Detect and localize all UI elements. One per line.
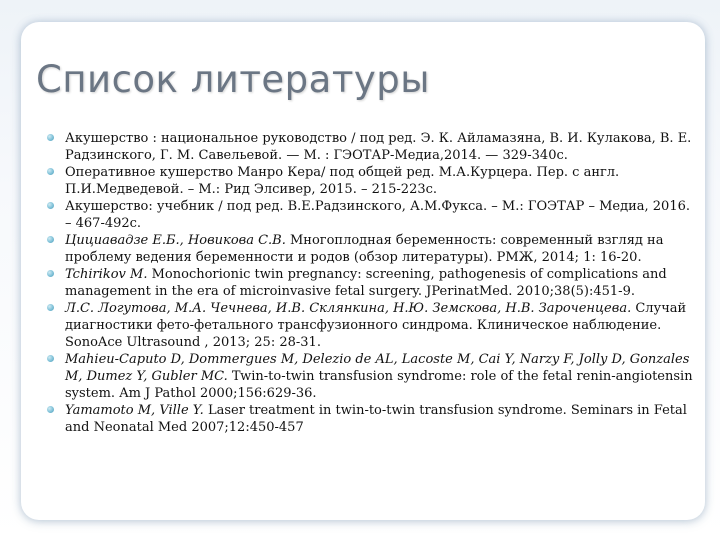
reference-text: Laser treatment in twin-to-twin transfusion syndrome. Seminars in Fetal and Neonatal Med 2007;12:450-457 (65, 403, 687, 435)
reference-item (47, 402, 697, 436)
reference-text: Акушерство : национальное руководство / под ред. Э. К. Айламазяна, В. И. Кулакова, В. Е. Радзинского, Г. М. Савельевой. — М. : ГЭОТАР-Медиа,2014. — 329-340с. (65, 131, 692, 163)
reference-authors: Цициавадзе Е.Б., Новикова С.В. (65, 233, 286, 248)
bullet-icon (47, 134, 54, 141)
bullet-icon (47, 406, 54, 413)
reference-text: Акушерство: учебник / под ред. В.Е.Радзинского, А.М.Фукса. – М.: ГОЭТАР – Медиа, 2016. – 467-492с. (65, 199, 691, 231)
reference-text: Оперативное кушерство Манро Кера/ под общей ред. М.А.Курцера. Пер. с англ. П.И.Медведевой. – М.: Рид Элсивер, 2015. – 215-223с. (65, 165, 620, 197)
page-title: Список литературы (36, 58, 430, 101)
reference-item (47, 164, 697, 198)
reference-authors: Tchirikov M. (65, 267, 148, 282)
reference-item (47, 351, 697, 402)
bullet-icon (47, 270, 54, 277)
reference-item (47, 300, 697, 351)
reference-authors: Mahieu-Caputo D, Dommergues M, Delezio de AL, Lacoste M, Cai Y, Narzy F, Jolly D, Gonzales M, Dumez Y, Gubler MC. (65, 352, 690, 384)
reference-text: Monochorionic twin pregnancy: screening, pathogenesis of complications and management in the era of microinvasive fetal surgery. JPerinatMed. 2010;38(5):451-9. (65, 267, 667, 299)
bullet-icon (47, 168, 54, 175)
reference-item (47, 198, 697, 232)
bullet-icon (47, 355, 54, 362)
bullet-icon (47, 236, 54, 243)
reference-item (47, 232, 697, 266)
bullet-icon (47, 304, 54, 311)
reference-list (47, 130, 697, 436)
reference-authors: Yamamoto M, Ville Y. (65, 403, 204, 418)
reference-item (47, 266, 697, 300)
reference-text: Twin-to-twin transfusion syndrome: role of the fetal renin-angiotensin system. Am J Pathol 2000;156:629-36. (65, 369, 693, 401)
bullet-icon (47, 202, 54, 209)
reference-authors: Л.С. Логутова, М.А. Чечнева, И.В. Склянкина, Н.Ю. Земскова, Н.В. Зароченцева. (65, 301, 632, 316)
reference-text: Многоплодная беременность: современный взгляд на проблему ведения беременности и родов (обзор литературы). РМЖ, 2014; 1: 16-20. (65, 233, 664, 265)
reference-text: Случай диагностики фето-фетального трансфузионного синдрома. Клиническое наблюдение. SonoAce Ultrasound , 2013; 25: 28-31. (65, 301, 687, 350)
reference-item (47, 130, 697, 164)
